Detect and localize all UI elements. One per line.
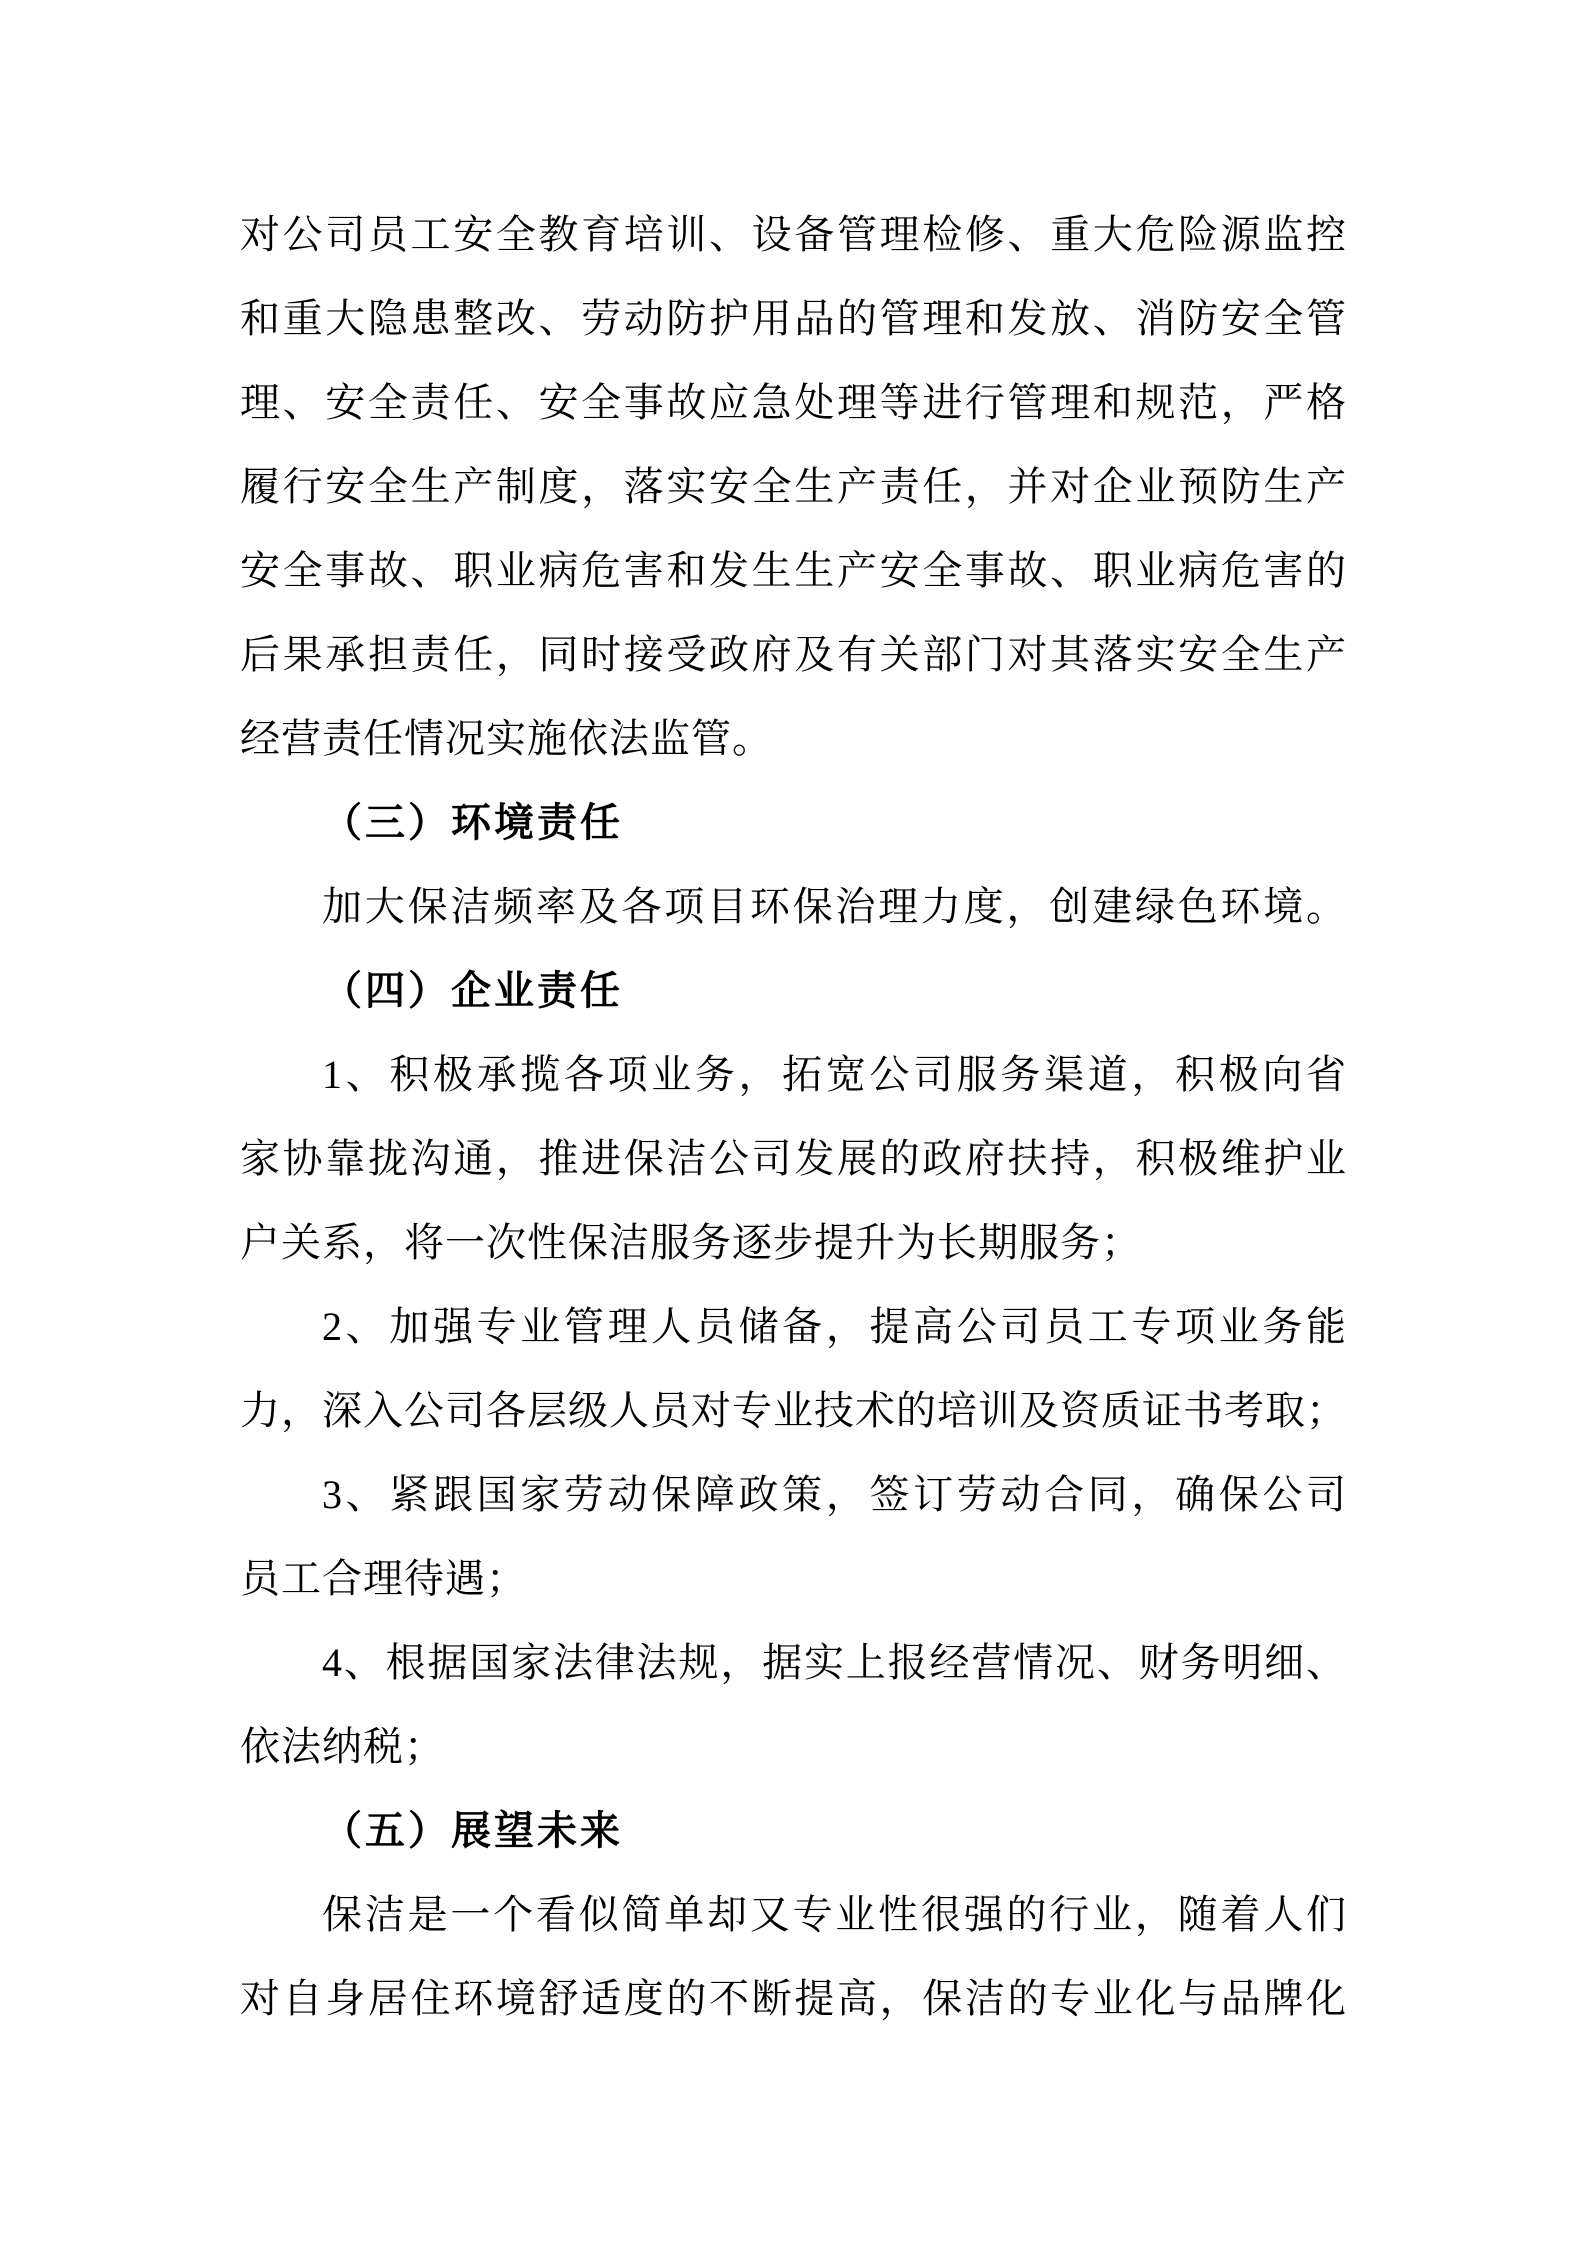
text-line: （三）环境责任 (322, 800, 623, 845)
text-line: 户关系，将一次性保洁服务逐步提升为长期服务； (240, 1220, 1142, 1265)
document-text-block (240, 193, 1347, 2041)
text-line: 保洁是一个看似简单却又专业性很强的行业，随着人们 (322, 1892, 1347, 1937)
text-line: 安全事故、职业病危害和发生生产安全事故、职业病危害的 (240, 548, 1347, 593)
text-line: 加大保洁频率及各项目环保治理力度，创建绿色环境。 (322, 884, 1347, 929)
text-line: 履行安全生产制度，落实安全生产责任，并对企业预防生产 (240, 464, 1347, 509)
text-line: 依法纳税； (240, 1724, 445, 1769)
text-line: 3、紧跟国家劳动保障政策，签订劳动合同，确保公司 (322, 1472, 1347, 1517)
text-line: 后果承担责任，同时接受政府及有关部门对其落实安全生产 (240, 632, 1347, 677)
text-line: 对自身居住环境舒适度的不断提高，保洁的专业化与品牌化 (240, 1976, 1347, 2021)
text-line: 对公司员工安全教育培训、设备管理检修、重大危险源监控 (240, 212, 1347, 257)
text-line: 2、加强专业管理人员储备，提高公司员工专项业务能 (322, 1304, 1347, 1349)
text-line: （五）展望未来 (322, 1808, 623, 1853)
text-line: 1、积极承揽各项业务，拓宽公司服务渠道，积极向省 (322, 1052, 1347, 1097)
text-line: （四）企业责任 (322, 968, 623, 1013)
text-line: 4、根据国家法律法规，据实上报经营情况、财务明细、 (322, 1640, 1347, 1685)
text-line: 力，深入公司各层级人员对专业技术的培训及资质证书考取； (240, 1388, 1347, 1433)
text-line: 和重大隐患整改、劳动防护用品的管理和发放、消防安全管 (240, 296, 1347, 341)
text-line: 家协靠拢沟通，推进保洁公司发展的政府扶持，积极维护业 (240, 1136, 1347, 1181)
text-line: 员工合理待遇； (240, 1556, 527, 1601)
text-line: 经营责任情况实施依法监管。 (240, 716, 773, 761)
text-line: 理、安全责任、安全事故应急处理等进行管理和规范，严格 (240, 380, 1347, 425)
